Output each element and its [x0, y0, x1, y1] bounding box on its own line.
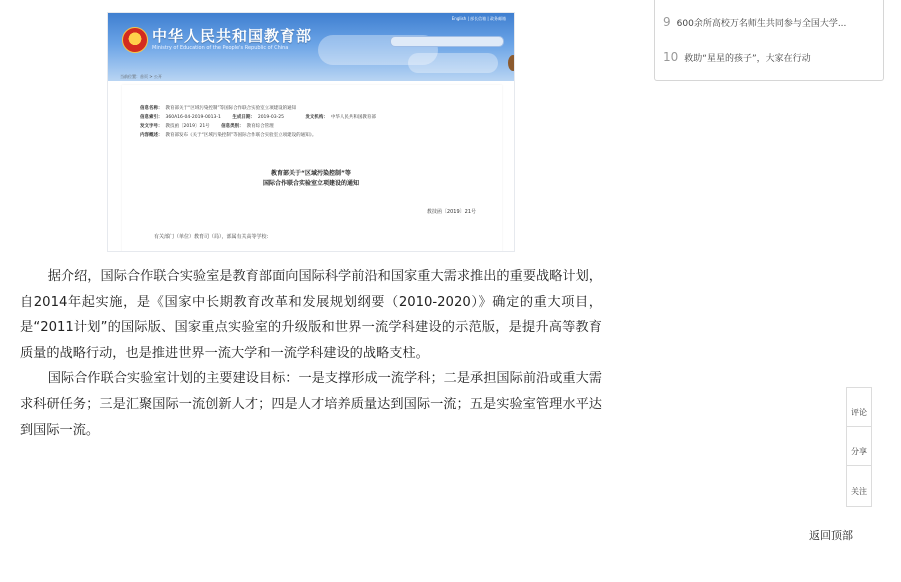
site-top-links: English | 部长信箱 | 政务邮箱 [451, 16, 506, 21]
site-breadcrumb: 当前位置：首页 > 公开 [120, 74, 162, 79]
related-rank: 9 [663, 15, 671, 29]
national-emblem-icon [122, 27, 148, 53]
notice-addressee: 有关部门（单位）教育司（局），部属有关高等学校： [154, 234, 272, 240]
site-title: 中华人民共和国教育部 [152, 27, 313, 45]
notice-doc-number: 教技函〔2019〕21号 [426, 209, 476, 215]
article-body [20, 264, 602, 443]
meta-row: 内容概述： 教育部发布《关于“区域污染控制”等国际合作联合实验室立项建设的通知》。 [140, 133, 317, 138]
meta-row: 发文字号： 教技函〔2019〕21号 信息类别： 教育综合管理 [140, 124, 274, 129]
share-button[interactable]: 分享 [847, 427, 871, 466]
site-banner [108, 13, 514, 81]
meta-row: 信息索引： 360A16-04-2019-0013-1 生成日期： 2019-03-25 发文机构： 中华人民共和国教育部 [140, 115, 376, 120]
notice-heading-line1: 教育部关于“区域污染控制”等 [271, 170, 351, 177]
related-link[interactable]: 600余所高校万名师生共同参与全国大学... [676, 19, 847, 29]
related-item[interactable] [663, 15, 846, 29]
document-screenshot [107, 12, 515, 252]
decoration-icon [508, 55, 515, 71]
related-item[interactable] [663, 50, 811, 64]
floating-action-rail [846, 387, 872, 507]
meta-row: 信息名称： 教育部关于“区域污染控制”等国际合作联合实验室立项建设的通知 [140, 106, 297, 111]
back-to-top-link[interactable]: 返回顶部 [809, 529, 853, 542]
related-link[interactable]: 救助“星星的孩子”，大家在行动 [684, 54, 811, 64]
comment-button[interactable]: 评论 [847, 388, 871, 427]
related-articles-list [654, 0, 884, 81]
related-rank: 10 [663, 50, 679, 64]
article-paragraph: 国际合作联合实验室计划的主要建设目标：一是支撑形成一流学科；二是承担国际前沿或重大需求科研任务；三是汇聚国际一流创新人才；四是人才培养质量达到国际一流；五是实验室管理水平达到国际一流。 [20, 371, 602, 438]
site-search-box [390, 36, 504, 47]
site-subtitle: Ministry of Education of the People's Republic of China [152, 45, 289, 51]
notice-heading-line2: 国际合作联合实验室立项建设的通知 [262, 180, 359, 187]
article-paragraph: 据介绍，国际合作联合实验室是教育部面向国际科学前沿和国家重大需求推出的重要战略计划，自2014年起实施，是《国家中长期教育改革和发展规划纲要（2010-2020）》确定的重大项目，是“2011计划”的国际版、国家重点实验室的升级版和世界一流学科建设的示范版，是提升高等教育质量的战略行动，也是推进世界一流大学和一流学科建设的战略支柱。 [20, 269, 602, 361]
follow-button[interactable]: 关注 [851, 487, 867, 496]
